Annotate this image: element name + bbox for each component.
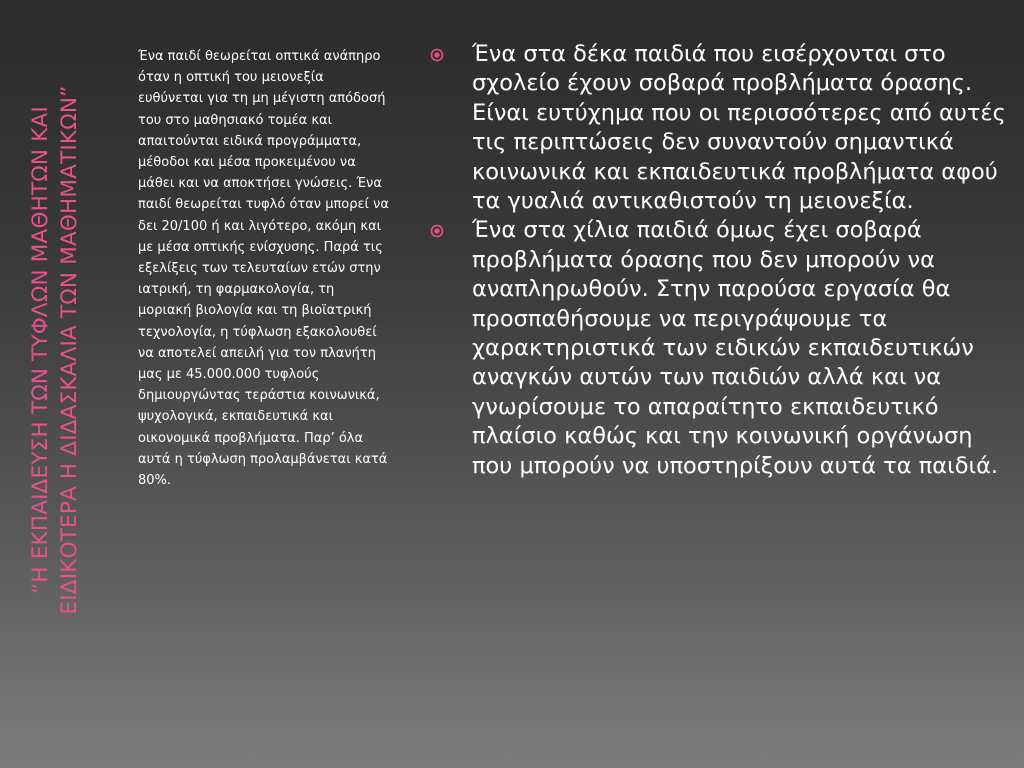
- circle-bullet-icon: [430, 48, 444, 62]
- slide-title-text: [26, 40, 84, 660]
- bullet-text: Ένα στα δέκα παιδιά που εισέρχονται στο σχολείο έχουν σοβαρά προβλήματα όρασης. Είναι ευτύχημα που οι περισσότερες από αυτές τις περιπτώσεις δεν συναντούν σημαντικά κοινωνικά και εκπαιδευτικά προβλήματα αφού τα γυαλιά αντικαθιστούν τη μειονεξία.: [472, 41, 1006, 215]
- list-item: [426, 40, 1006, 216]
- bullet-list: [426, 40, 1006, 481]
- slide-title-line-1: “Η ΕΚΠΑΙΔΕΥΣΗ ΤΩΝ ΤΥΦΛΩΝ ΜΑΘΗΤΩΝ ΚΑΙ: [28, 106, 53, 594]
- bullet-text: Ένα στα χίλια παιδιά όμως έχει σοβαρά προβλήματα όρασης που δεν μπορούν να αναπληρωθούν. Στην παρούσα εργασία θα προσπαθήσουμε να περιγράψουμε τα χαρακτηριστικά των ειδικών εκπαιδευτικών αναγκών αυτών των παιδιών αλλά και να γνωρίσουμε το απαραίτητο εκπαιδευτικό πλαίσιο καθώς και την κοινωνική οργάνωση που μπορούν να υποστηρίξουν αυτά τα παιδιά.: [472, 217, 999, 479]
- slide-title: [20, 40, 90, 660]
- circle-bullet-icon: [430, 224, 444, 238]
- slide-title-line-2: ΕΙΔΙΚΟΤΕΡΑ Η ΔΙΔΑΣΚΑΛΙΑ ΤΩΝ ΜΑΘΗΜΑΤΙΚΩΝ”: [57, 85, 82, 615]
- left-paragraph: Ένα παιδί θεωρείται οπτικά ανάπηρο όταν η οπτική του μειονεξία ευθύνεται για τη μη μέγιστη απόδοσή του στο μαθησιακό τομέα και απαιτούνται ειδικά προγράμματα, μέθοδοι και μέσα προκειμένου να μάθει και να αποκτήσει γνώσεις. Ένα παιδί θεωρείται τυφλό όταν μπορεί να δει 20/100 ή και λιγότερο, ακόμη και με μέσα οπτικής ενίσχυσης. Παρά τις εξελίξεις των τελευταίων ετών στην ιατρική, τη φαρμακολογία, τη μοριακή βιολογία και τη βιοϊατρική τεχνολογία, η τύφλωση εξακολουθεί να αποτελεί απειλή για τον πλανήτη μας με 45.000.000 τυφλούς δημιουργώντας τεράστια κοινωνικά, ψυχολογικά, εκπαιδευτικά και οικονομικά προβλήματα. Παρ’ όλα αυτά η τύφλωση προλαμβάνεται κατά 80%.: [138, 49, 389, 489]
- list-item: [426, 216, 1006, 481]
